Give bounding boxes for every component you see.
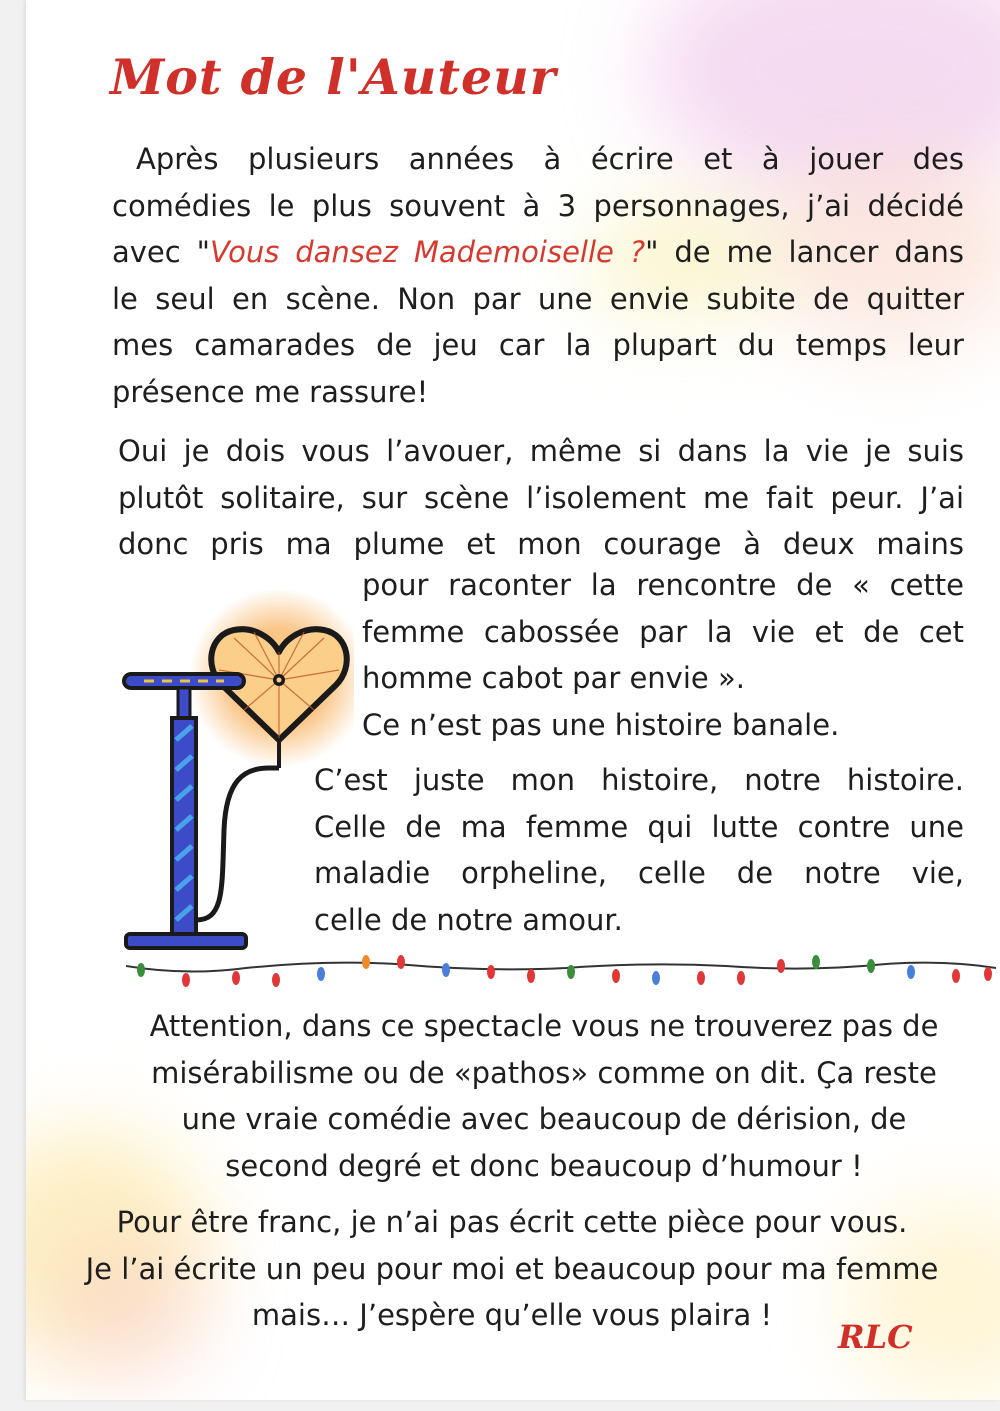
text-line: Oui je dois vous l’avouer, même si dans la vie je suis bbox=[118, 434, 964, 468]
text-line: Celle de ma femme qui lutte contre une bbox=[314, 809, 964, 844]
text-line bbox=[112, 229, 964, 276]
text-line: le seul en scène. Non par une envie subite de quitter bbox=[112, 281, 964, 316]
text-line: pour raconter la rencontre de « cette bbox=[362, 568, 964, 602]
paragraph-warning bbox=[104, 1003, 984, 1189]
text-line: mes camarades de jeu car la plupart du temps leur bbox=[112, 328, 964, 362]
text-line: second degré et donc beaucoup d’humour ! bbox=[225, 1148, 863, 1183]
text-line: homme cabot par envie ». bbox=[362, 661, 745, 695]
paragraph-story bbox=[362, 562, 964, 748]
bicycle-pump-with-heart-wheel-icon bbox=[94, 590, 354, 970]
text-line: maladie orpheline, celle de notre vie, bbox=[314, 856, 964, 890]
author-signature: RLC bbox=[838, 1318, 913, 1356]
text-line: comédies le plus souvent à 3 personnages, j’ai décidé bbox=[112, 188, 964, 223]
text-line: Après plusieurs années à écrire et à jouer des bbox=[136, 142, 964, 176]
text-line: Pour être franc, je n’ai pas écrit cette pièce pour vous. bbox=[116, 1205, 908, 1239]
page-title: Mot de l'Auteur bbox=[110, 48, 557, 106]
text-line: celle de notre amour. bbox=[314, 902, 623, 937]
paragraph-confession bbox=[118, 428, 964, 568]
text-line: C’est juste mon histoire, notre histoire. bbox=[314, 763, 964, 797]
text-fragment: " de me lancer dans bbox=[645, 235, 965, 269]
text-line: plutôt solitaire, sur scène l’isolement me fait peur. J’ai bbox=[118, 480, 964, 515]
text-line: une vraie comédie avec beaucoup de dérision, de bbox=[181, 1102, 907, 1136]
text-line: mais… J’espère qu’elle vous plaira ! bbox=[251, 1298, 773, 1332]
page bbox=[26, 0, 1000, 1400]
text-line: femme cabossée par la vie et de cet bbox=[362, 614, 964, 649]
paragraph-intro bbox=[112, 136, 964, 415]
text-line: Je l’ai écrite un peu pour moi et beaucoup pour ma femme bbox=[85, 1251, 939, 1286]
play-title: Vous dansez Mademoiselle ? bbox=[209, 235, 646, 269]
string-lights-icon bbox=[126, 950, 996, 1000]
text-line: présence me rassure! bbox=[112, 374, 429, 409]
text-fragment: avec " bbox=[112, 235, 210, 269]
text-line: Attention, dans ce spectacle vous ne trouverez pas de bbox=[149, 1009, 939, 1043]
text-line: misérabilisme ou de «pathos» comme on dit. Ça reste bbox=[151, 1055, 937, 1090]
paragraph-closing bbox=[52, 1199, 972, 1339]
text-line: donc pris ma plume et mon courage à deux mains bbox=[118, 527, 964, 561]
paragraph-our-story bbox=[314, 757, 964, 943]
text-line: Ce n’est pas une histoire banale. bbox=[362, 707, 840, 742]
